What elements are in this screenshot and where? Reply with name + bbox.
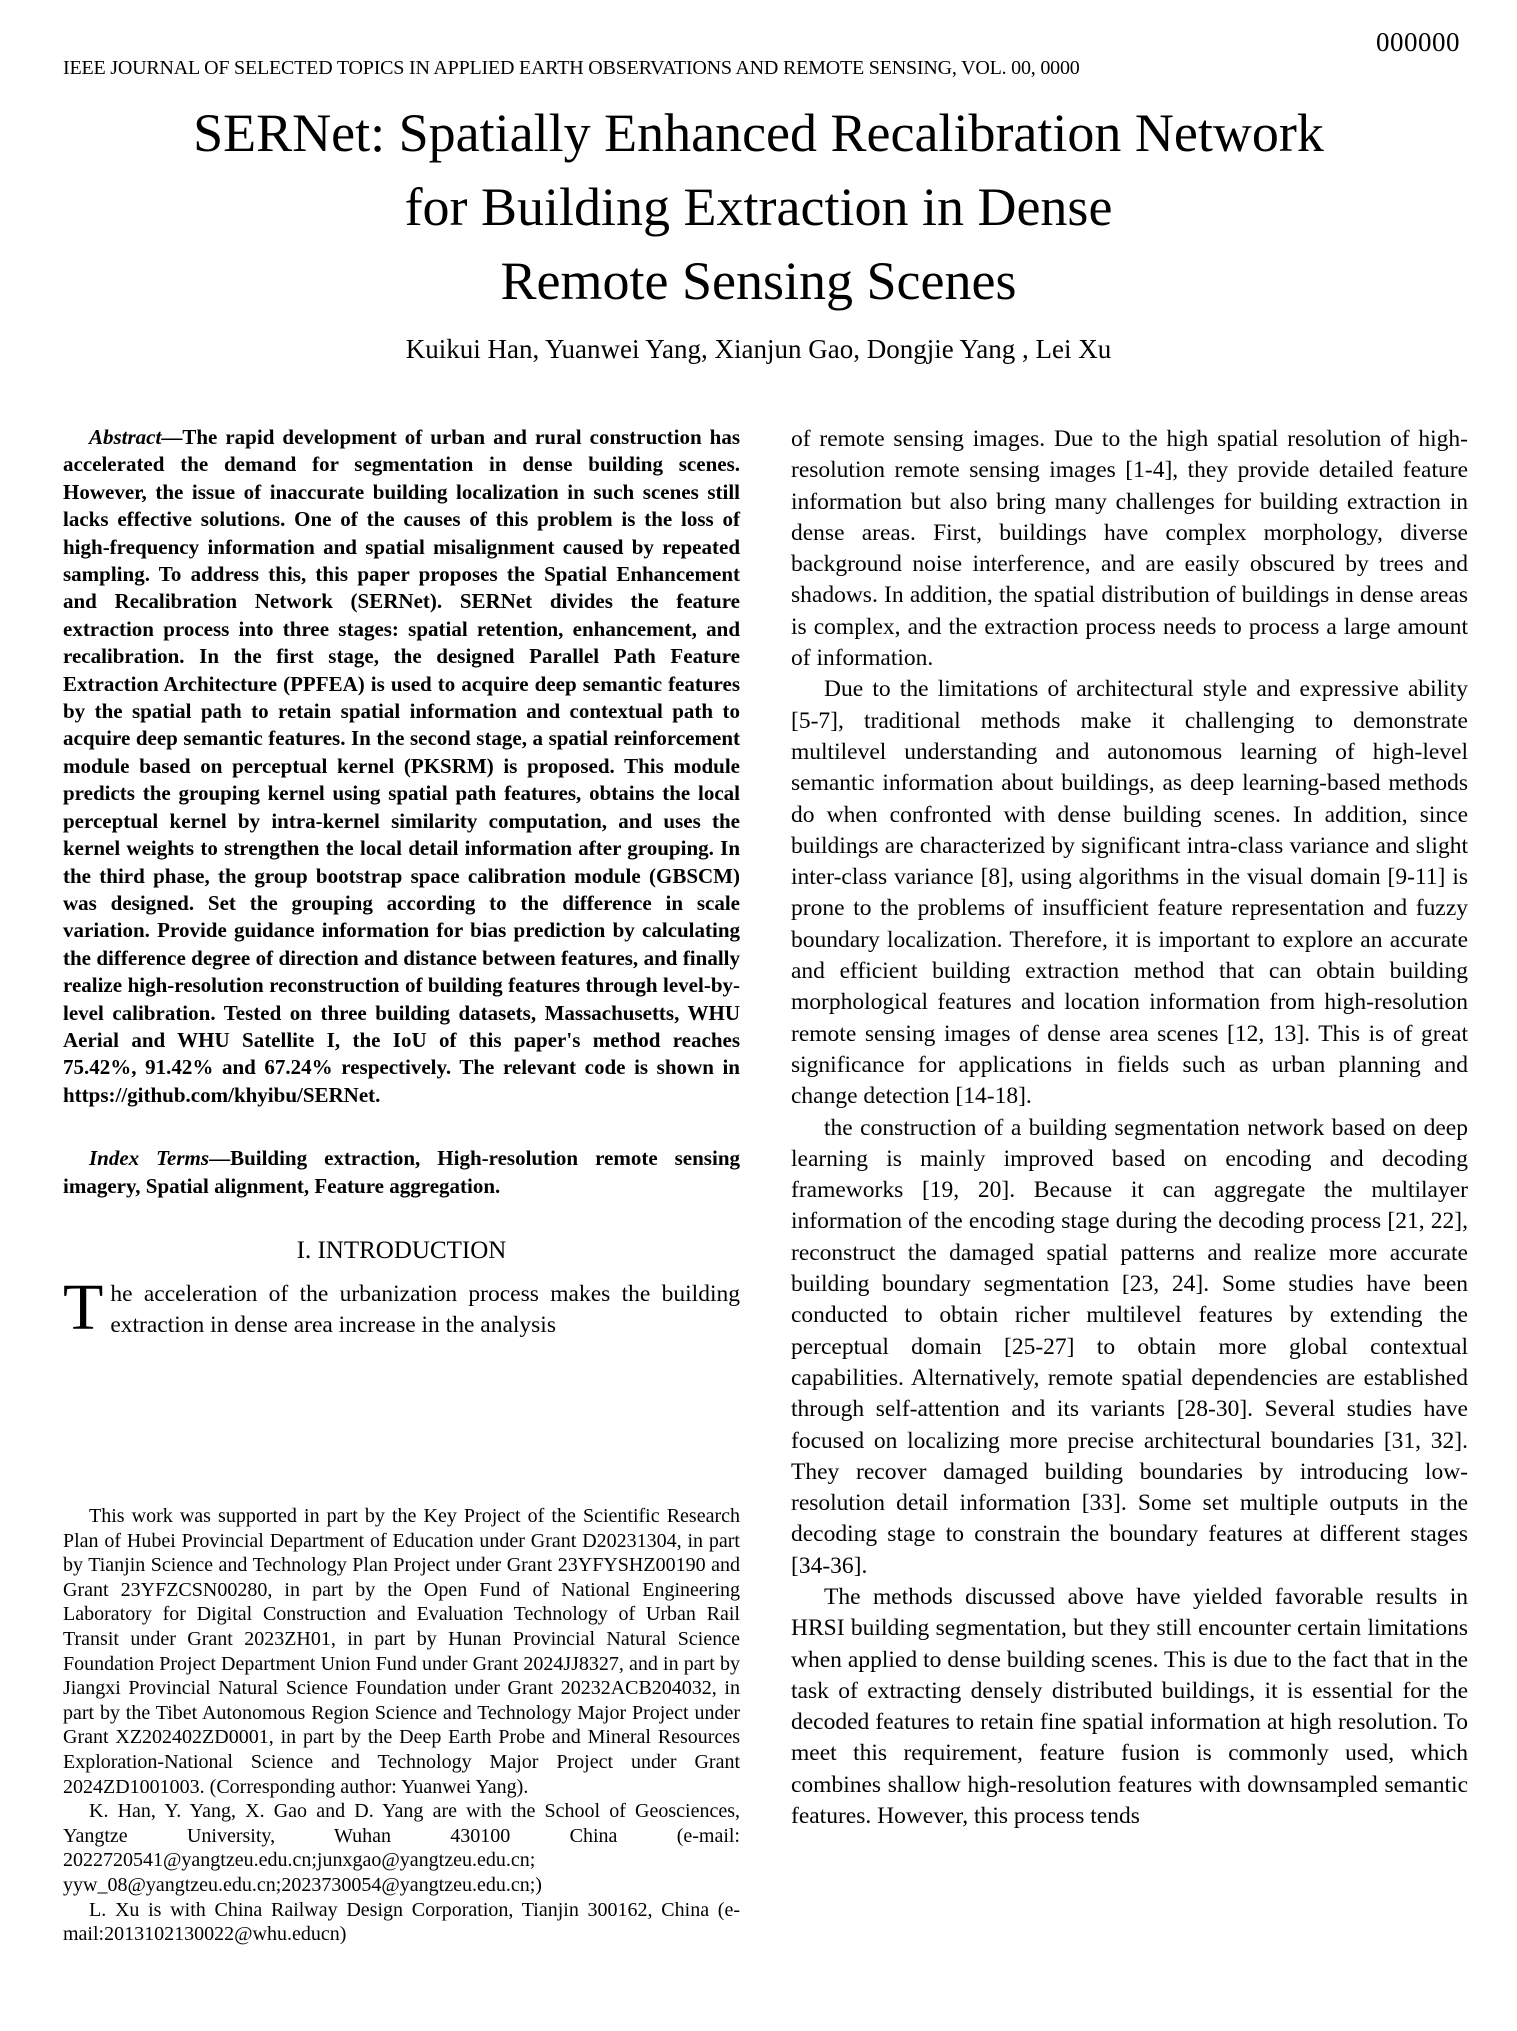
body-paragraph-1: of remote sensing images. Due to the high spatial resolution of high-resolution remote sensing images [1-4], they provide detailed feature information but also bring many challenges for building extraction in dense areas. First, buildings have complex morphology, diverse background noise interference, and are easily obscured by trees and shadows. In addition, the spatial distribution of buildings in dense areas is complex, and the extraction process needs to process a large amount of information.	[791, 426, 1468, 672]
body-paragraph-4: The methods discussed above have yielded favorable results in HRSI building segmentation, but they still encounter certain limitations when applied to dense building scenes. This is due to the fact that in the task of extracting densely distributed buildings, it is essential for the decoded features to retain fine spatial information at high resolution. To meet this requirement, feature fusion is commonly used, which combines shallow high-resolution features with downsampled semantic features. However, this process tends	[791, 1583, 1468, 1830]
abstract-label: Abstract	[89, 425, 162, 449]
index-terms-text: —Building extraction, High-resolution remote sensing imagery, Spatial alignment, Feature aggregation.	[63, 1146, 740, 1198]
journal-header: IEEE JOURNAL OF SELECTED TOPICS IN APPLIED EARTH OBSERVATIONS AND REMOTE SENSING, VOL. 00, 0000	[63, 57, 1080, 79]
paper-title-line-1: SERNet: Spatially Enhanced Recalibration Network	[193, 103, 1324, 163]
index-terms-paragraph	[63, 1145, 740, 1200]
dropcap-letter: T	[63, 1270, 104, 1344]
footnote-affiliation-2: L. Xu is with China Railway Design Corporation, Tianjin 300162, China (e-mail:2013102130022@whu.educn)	[63, 1898, 740, 1946]
left-column	[63, 424, 740, 2024]
paper-title-line-3: Remote Sensing Scenes	[500, 251, 1017, 311]
section-heading-introduction: I. INTRODUCTION	[296, 1236, 507, 1264]
two-column-body	[63, 424, 1468, 2024]
authors-line: Kuikui Han, Yuanwei Yang, Xianjun Gao, Dongjie Yang , Lei Xu	[405, 334, 1112, 364]
intro-paragraph-text: he acceleration of the urbanization process makes the building extraction in dense area increase in the analysis	[110, 1280, 740, 1338]
index-terms-label: Index Terms	[89, 1146, 210, 1171]
paper-title-line-2: for Building Extraction in Dense	[404, 177, 1113, 237]
intro-paragraph	[63, 1270, 740, 1344]
footnote-funding: This work was supported in part by the Key Project of the Scientific Research Plan of Hubei Provincial Department of Education under Grant D20231304, in part by Tianjin Science and Technology Plan Project under Grant 23YFYSHZ00190 and Grant 23YFZCSN00280, in part by the Open Fund of National Engineering Laboratory for Digital Construction and Evaluation Technology of Urban Rail Transit under Grant 2023ZH01, in part by Hunan Provincial Natural Science Foundation Project Department Union Fund under Grant 2024JJ8327, and in part by Jiangxi Provincial Natural Science Foundation under Grant 20232ACB204032, in part by the Tibet Autonomous Region Science and Technology Major Project under Grant XZ202402ZD0001, in part by the Deep Earth Probe and Mineral Resources Exploration-National Science and Technology Major Project under Grant 2024ZD1001003. (Corresponding author: Yuanwei Yang).	[63, 1505, 740, 1798]
paper-title	[0, 96, 1517, 318]
right-column	[791, 424, 1468, 2024]
abstract-text: —The rapid development of urban and rural construction has accelerated the demand for segmentation in dense building scenes. However, the issue of inaccurate building localization in such scenes still lacks effective solutions. One of the causes of this problem is the loss of high-frequency information and spatial misalignment caused by repeated sampling. To address this, this paper proposes the Spatial Enhancement and Recalibration Network (SERNet). SERNet divides the feature extraction process into three stages: spatial retention, enhancement, and recalibration. In the first stage, the designed Parallel Path Feature Extraction Architecture (PPFEA) is used to acquire deep semantic features by the spatial path to retain spatial information and contextual path to acquire deep semantic features. In the second stage, a spatial reinforcement module based on perceptual kernel (PKSRM) is proposed. This module predicts the grouping kernel using spatial path features, obtains the local perceptual kernel by intra-kernel similarity computation, and uses the kernel weights to strengthen the local detail information after grouping. In the third phase, the group bootstrap space calibration module (GBSCM) was designed. Set the grouping according to the difference in scale variation. Provide guidance information for bias prediction by calculating the difference degree of direction and distance between features, and finally realize high-resolution reconstruction of building features through level-by-level calibration. Tested on three building datasets, Massachusetts, WHU Aerial and WHU Satellite I, the IoU of this paper's method reaches 75.42%, 91.42% and 67.24% respectively. The relevant code is shown in https://github.com/khyibu/SERNet.	[63, 425, 740, 1107]
abstract-paragraph	[63, 424, 740, 1109]
page-number: 000000	[1376, 27, 1460, 57]
body-paragraph-3: the construction of a building segmentation network based on deep learning is mainly improved based on encoding and decoding frameworks [19, 20]. Because it can aggregate the multilayer information of the encoding stage during the decoding process [21, 22], reconstruct the damaged spatial patterns and realize more accurate building boundary segmentation [23, 24]. Some studies have been conducted to obtain richer multilevel features by extending the perceptual domain [25-27] to obtain more global contextual capabilities. Alternatively, remote spatial dependencies are established through self-attention and its variants [28-30]. Several studies have focused on localizing more precise architectural boundaries [31, 32]. They recover damaged building boundaries by introducing low-resolution detail information [33]. Some set multiple outputs in the decoding stage to constrain the boundary features at different stages [34-36].	[791, 1114, 1468, 1579]
body-paragraph-2: Due to the limitations of architectural style and expressive ability [5-7], traditional methods make it challenging to demonstrate multilevel understanding and autonomous learning of high-level semantic information about buildings, as deep learning-based methods do when confronted with dense building scenes. In addition, since buildings are characterized by significant intra-class variance and slight inter-class variance [8], using algorithms in the visual domain [9-11] is prone to the problems of insufficient feature representation and fuzzy boundary localization. Therefore, it is important to explore an accurate and efficient building extraction method that can obtain building morphological features and location information from high-resolution remote sensing images of dense area scenes [12, 13]. This is of great significance for applications in fields such as urban planning and change detection [14-18].	[791, 676, 1468, 1110]
footnote-affiliation-1: K. Han, Y. Yang, X. Gao and D. Yang are with the School of Geosciences, Yangtze University, Wuhan 430100 China (e-mail: 2022720541@yangtzeu.edu.cn;junxgao@yangtzeu.edu.cn; yyw_08@yangtzeu.edu.cn;2023730054@yangtzeu.edu.cn;)	[63, 1800, 740, 1896]
first-page-footnote	[63, 1504, 740, 1947]
